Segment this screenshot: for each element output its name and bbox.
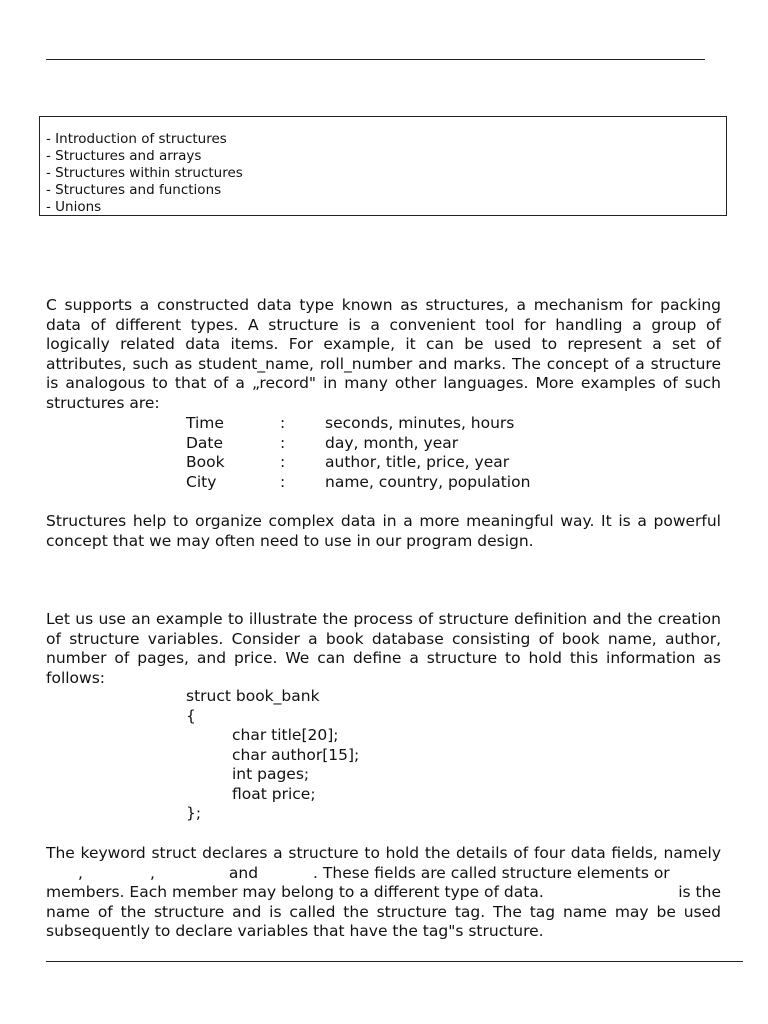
line3-start: members. Each member may belong to a different type of data. (46, 883, 544, 901)
code-member: int pages; (232, 765, 310, 783)
chapter-outline-box (39, 116, 727, 216)
example-name: Book (186, 453, 225, 471)
structure-examples-table (186, 414, 530, 492)
code-open-brace: { (186, 706, 196, 725)
table-row (186, 453, 530, 473)
table-row (186, 414, 530, 434)
line2-rest: . These fields are called structure elements or (313, 863, 670, 882)
outline-item: - Structures and functions (46, 182, 222, 198)
example-paragraph: Let us use an example to illustrate the process of structure definition and the creation of structure variables. Consider a book database consisting of book name, author, number of pages, and price. We can define a structure to hold this information as follows: (46, 610, 721, 687)
comma-text: , (149, 863, 155, 882)
example-name: Time (186, 414, 224, 432)
outline-item: - Structures within structures (46, 165, 243, 181)
intro-paragraph: C supports a constructed data type known as structures, a mechanism for packing data of different types. A structure is a convenient tool for handling a group of logically related data items. For example, it can be used to represent a set of attributes, such as student_name, roll_number and marks. The concept of a structure is analogous to that of a „record" in many other languages. More examples of such structures are: (46, 296, 721, 412)
example-fields: seconds, minutes, hours (325, 414, 515, 432)
example-separator: : (280, 414, 286, 432)
organize-paragraph: Structures help to organize complex data in a more meaningful way. It is a powerful concept that we may often need to use in our program design. (46, 512, 721, 550)
keyword-rest: name of the structure and is called the structure tag. The tag name may be used subsequently to declare variables that have the tag"s structure. (46, 902, 721, 940)
footer-rule (46, 961, 743, 962)
example-separator: : (280, 472, 286, 491)
table-row (186, 434, 530, 454)
example-fields: day, month, year (325, 433, 459, 452)
example-fields: author, title, price, year (325, 453, 510, 471)
example-name: Date (186, 433, 224, 452)
header-rule (46, 59, 705, 60)
code-member: char author[15]; (232, 745, 360, 764)
keyword-paragraph (46, 844, 721, 942)
struct-code-block (186, 687, 359, 824)
table-row (186, 473, 530, 493)
keyword-line-2 (46, 864, 721, 884)
example-separator: : (280, 453, 286, 471)
and-text: and (228, 863, 259, 882)
code-line: struct book_bank (186, 687, 320, 705)
code-close-brace: }; (186, 804, 202, 822)
outline-item: - Introduction of structures (46, 131, 227, 147)
comma-text: , (78, 863, 83, 882)
example-fields: name, country, population (325, 472, 531, 491)
keyword-line-3 (46, 883, 721, 903)
code-member: char title[20]; (232, 726, 339, 744)
outline-item: - Structures and arrays (46, 148, 202, 164)
line3-end: is the (678, 883, 721, 901)
keyword-line-1: The keyword struct declares a structure to hold the details of four data fields, namely (46, 844, 721, 862)
code-member: float price; (232, 784, 316, 803)
example-separator: : (280, 433, 286, 452)
outline-item: - Unions (46, 199, 102, 215)
example-name: City (186, 472, 217, 491)
